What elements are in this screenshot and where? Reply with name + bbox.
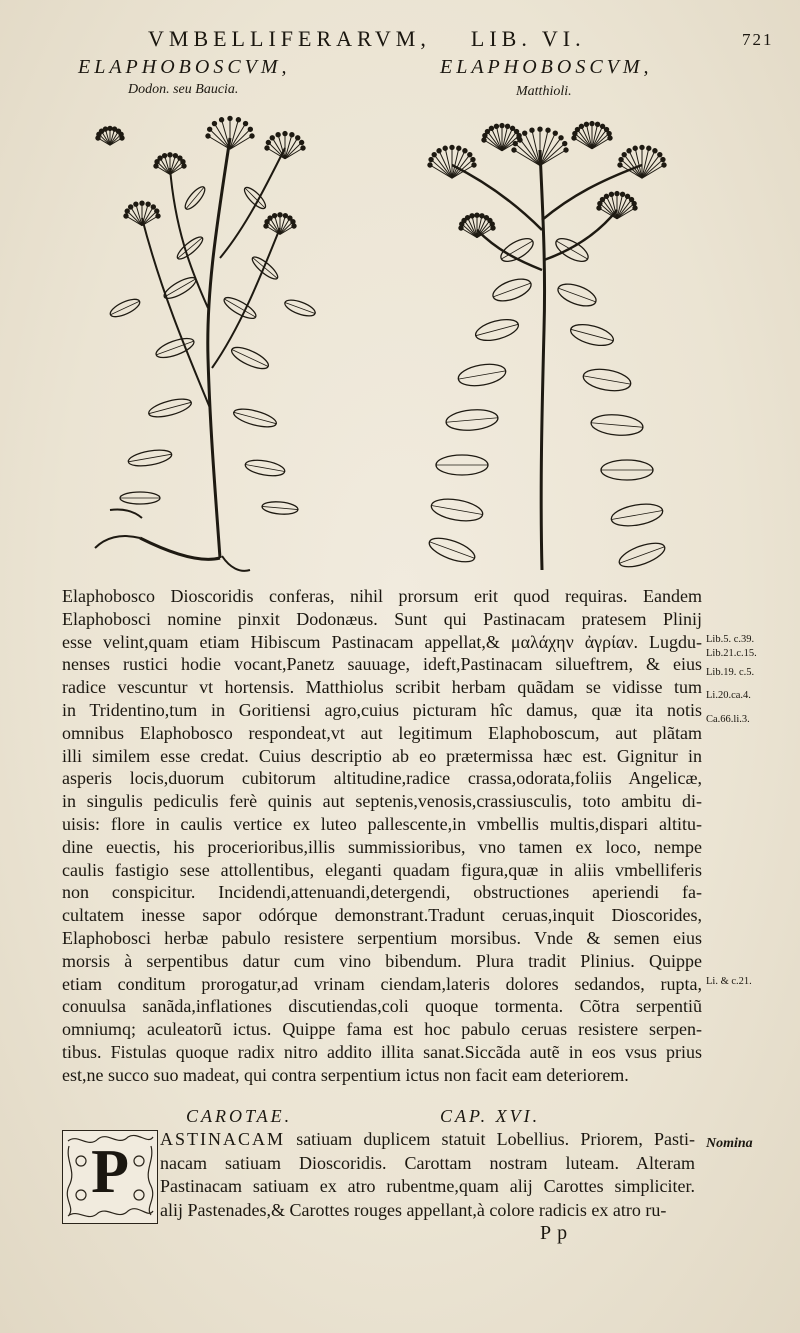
body-line: uisis: flore in caulis vertice ex luteo pallescente,in vmbellis multis,dispari altitu- [62, 813, 702, 834]
chapter-line-text: satiuam duplicem statuit Lobellius. Priorem, Pasti- [296, 1129, 695, 1149]
plant-subtitle-right: Matthioli. [516, 84, 572, 99]
running-title: VMBELLIFERARVM, [148, 26, 431, 51]
body-line: morsis à serpentibus datur cum vino bibendum. Plura tradit Plinius. Quippe [62, 950, 702, 971]
decorated-initial [62, 1130, 158, 1224]
running-head [148, 26, 586, 52]
body-line: nenses rustici hodie vocant,Panetz sauuage, ideft,Pastinacam silueftrem, & eius [62, 654, 702, 675]
margin-note: Ca.66.li.3. [706, 714, 750, 725]
chapter-line [160, 1128, 695, 1152]
body-line: esse velint,quam etiam Hibiscum Pastinacam appellat,& μαλάχην ἀγρίαν. Lugdu- [62, 631, 702, 652]
body-line: omnibus Elaphobosco respondeat,vt aut legitimum Elaphoboscum, aut plãtam [62, 722, 702, 743]
initial-letter: P [91, 1138, 129, 1206]
body-line: cultatem inesse sapor odórque demonstrant.Tradunt ceruas,inquit Dioscorides, [62, 905, 702, 926]
book-number: LIB. VI. [470, 26, 586, 51]
chapter-title: CAROTAE. [186, 1106, 293, 1126]
body-line: dine euectis, his procerioribus,illis summissioribus, vno tamen ex loco, nempe [62, 836, 702, 857]
plant-subtitle-left: Dodon. seu Baucia. [128, 82, 239, 97]
plant-title-left: ELAPHOBOSCVM, [78, 56, 291, 78]
body-line: conuulsa sanãda,inflationes discutiendas,coli quoque tormenta. Cõtra serpentiũ [62, 996, 702, 1017]
margin-note-nomina: Nomina [706, 1136, 753, 1151]
chapter-number: CAP. XVI. [440, 1106, 541, 1126]
body-line: illi similem esse credat. Cuius descriptio ab eo prætermissa hæc est. Gignitur in [62, 745, 702, 766]
body-text [62, 585, 702, 1087]
body-line: omniumq; aculeatorũ ictus. Quippe fama est hoc pabulo ceruas resistere serpen- [62, 1019, 702, 1040]
chapter-line: nacam satiuam Dioscoridis. Carottam nostram luteam. Alteram [160, 1152, 695, 1173]
plant-woodcut-left [80, 108, 342, 578]
body-line: caulis fastigio sese attollentibus, eleganti quadam figura,quæ in aliis vmbelliferis [62, 859, 702, 880]
body-line: radice vescuntur vt hortensis. Matthiolus scribit herbam quãdam se vidisse tum [62, 677, 702, 698]
body-line: asperis locis,duorum cubitorum altitudine,radice crassa,odorata,foliis Angelicæ, [62, 768, 702, 789]
body-line: est,ne succo suo madeat, qui contra serpentium ictus non facit eam deteriorem. [62, 1064, 629, 1085]
margin-note: Lib.5. c.39. [706, 634, 755, 645]
body-line: non conspicitur. Incidendi,attenuandi,detergendi, obstructiones aperiendi fa- [62, 882, 702, 903]
body-line: Elaphobosci nomine pinxit Dodonæus. Sunt qui Pastinacam pratesem Plinij [62, 608, 702, 629]
plant-title-right: ELAPHOBOSCVM, [440, 56, 653, 78]
margin-note: Lib.19. c.5. [706, 667, 755, 678]
chapter-line: Pastinacam satiuam ex atro rubentme,quam alij Carottes simpliciter. [160, 1176, 695, 1196]
chapter-text [160, 1128, 695, 1222]
body-line: in singulis pediculis ferè quinis aut septenis,venosis,crassiusculis, toto ambitu di- [62, 791, 702, 812]
signature-mark: Pp [540, 1222, 574, 1244]
chapter-first-word: ASTINACAM [160, 1129, 286, 1149]
body-line: Elaphobosci herbæ pabulo resistere serpentium morsibus. Vnde & semen eius [62, 927, 702, 948]
body-line: tibus. Fistulas quoque radix nitro addito illita sanat.Siccãda autẽ in eos vsus prius [62, 1041, 702, 1062]
margin-note: Lib.21.c.15. [706, 648, 757, 659]
margin-note: Li. & c.21. [706, 976, 752, 987]
body-line: etiam conditum prorogatur,ad vrinam ciendam,lateris dolores sedandos, rupta, [62, 973, 702, 994]
chapter-line: alij Pastenades,& Carottes rouges appellant,à colore radicis ex atro ru- [160, 1199, 667, 1220]
plant-woodcut-right [402, 110, 682, 580]
margin-note: Li.20.ca.4. [706, 690, 751, 701]
page-number: 721 [742, 30, 774, 49]
body-line: in Tridentino,tum in Goritiensi agro,cuius picturam hîc damus, quæ ita notis [62, 699, 702, 720]
body-line: Elaphobosco Dioscoridis conferas, nihil prorsum erit quod requiras. Eandem [62, 586, 702, 606]
